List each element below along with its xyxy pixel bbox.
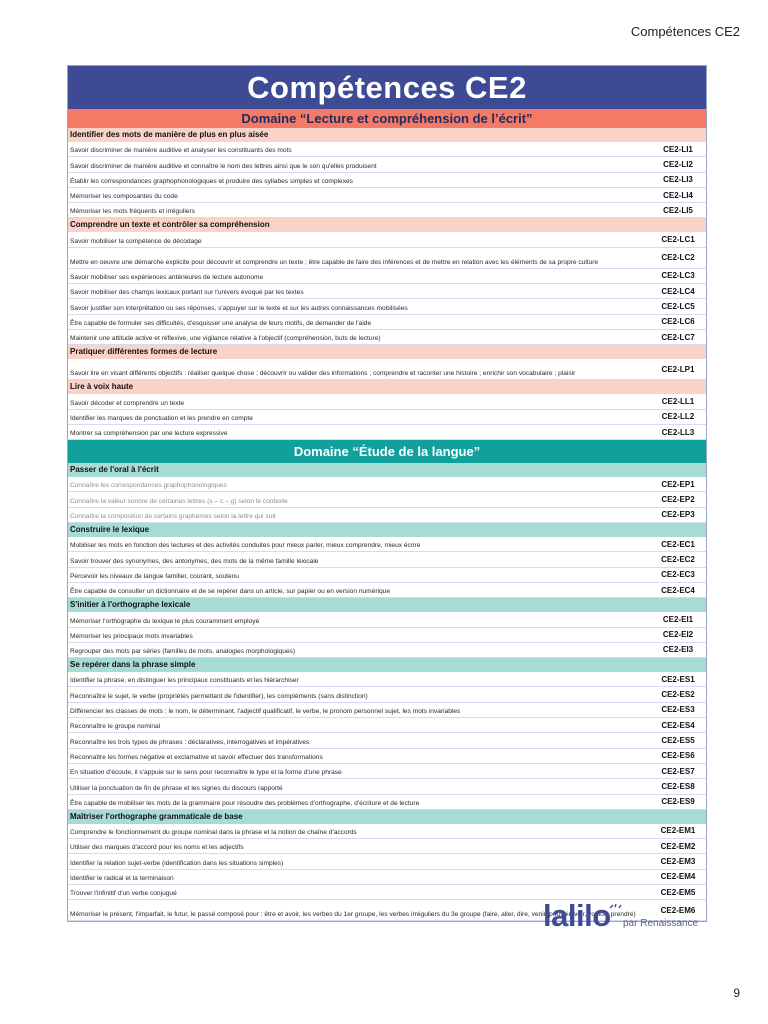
competence-text: Identifier la relation sujet-verbe (identification dans les situations simples): [70, 859, 284, 867]
table-row: [68, 779, 706, 794]
table-row: [68, 173, 706, 188]
competence-text: Savoir discriminer de manière auditive et connaître le nom des lettres ainsi que le son qu'elles produisent: [70, 162, 377, 170]
competence-text: Connaître la valeur sonore de certaines lettres (s – c – g) selon le contexte: [70, 497, 288, 505]
competence-text: Regrouper des mots par séries (familles de mots, analogies morphologiques): [70, 648, 296, 656]
competence-code: CE2-LL3: [661, 427, 695, 437]
table-row: [68, 764, 706, 779]
table-row: [68, 492, 706, 507]
competence-text: Savoir mobiliser des champs lexicaux portant sur l'univers évoqué par les textes: [70, 289, 304, 297]
lalilo-logo: [543, 898, 703, 938]
competence-code: CE2-EM5: [660, 887, 696, 897]
table-row: [68, 359, 706, 380]
competence-text: Identifier les marques de ponctuation et les prendre en compte: [70, 414, 253, 422]
competence-code: CE2-EC2: [661, 554, 695, 564]
competence-text: Savoir discriminer de manière auditive et analyser les constituants des mots: [70, 147, 292, 155]
table-row: [68, 795, 706, 810]
table-row: [68, 284, 706, 299]
table-row: [68, 824, 706, 839]
table-row: [68, 733, 706, 748]
table-row: [68, 299, 706, 314]
table-row: [68, 269, 706, 284]
sheet-title: Compétences CE2: [68, 66, 706, 109]
table-row: [68, 394, 706, 409]
competence-text: En situation d'écoute, il s'appuie sur le sens pour reconnaître le type et la forme d'une phrase: [70, 769, 342, 777]
table-row: [68, 537, 706, 552]
competence-code: CE2-LL2: [661, 412, 695, 422]
competence-code: CE2-ES7: [661, 766, 695, 776]
competence-text: Différencier les classes de mots : le nom, le déterminant, l'adjectif qualificatif, le verbe, le pronom personnel sujet, les mots invariables: [70, 708, 461, 716]
table-row: [68, 749, 706, 764]
competence-text: Maintenir une attitude active et réflexive, une vigilance relative à l'objectif (compréhension, buts de lecture): [70, 335, 381, 343]
competence-code: CE2-ES3: [661, 705, 695, 715]
competence-text: Connaître les correspondances graphophonologiques: [70, 482, 227, 490]
competence-text: Reconnaître le groupe nominal: [70, 723, 161, 731]
competence-code: CE2-EM6: [660, 905, 696, 915]
competence-code: CE2-EM2: [660, 841, 696, 851]
competence-code: CE2-LI1: [663, 144, 693, 154]
table-row: [68, 410, 706, 425]
competence-code: CE2-EP2: [661, 495, 695, 505]
table-row: [68, 232, 706, 247]
competence-code: CE2-EM1: [660, 826, 696, 836]
table-row: [68, 477, 706, 492]
competence-text: Reconnaître les formes négative et exclamative et savoir effectuer des transformations: [70, 753, 323, 761]
competence-code: CE2-LI4: [663, 190, 693, 200]
logo-brand: lalilo: [543, 898, 611, 933]
competence-text: Utiliser la ponctuation de fin de phrase et les signes du discours rapporté: [70, 784, 283, 792]
competence-text: Utiliser des marques d'accord pour les noms et les adjectifs: [70, 844, 244, 852]
section-header: Se repérer dans la phrase simple: [68, 658, 706, 672]
competence-code: CE2-EI1: [662, 614, 694, 624]
table-row: [68, 854, 706, 869]
competence-text: Montrer sa compréhension par une lecture expressive: [70, 430, 228, 438]
competence-code: CE2-LC3: [661, 271, 695, 281]
section-header: Passer de l'oral à l'écrit: [68, 463, 706, 477]
competence-text: Identifier la phrase, en distinguer les principaux constituants et les hiérarchiser: [70, 677, 299, 685]
section-header: S'initier à l'orthographe lexicale: [68, 598, 706, 612]
competence-text: Reconnaître le sujet, le verbe (propriétés permettant de l'identifier), les compléments (sans distinction): [70, 692, 368, 700]
competence-text: Savoir justifier son interprétation ou ses réponses, s'appuyer sur le texte et sur les autres connaissances mobilisées: [70, 304, 408, 312]
competence-code: CE2-LC4: [661, 286, 695, 296]
competence-text: Reconnaître les trois types de phrases : déclaratives, interrogatives et impératives: [70, 738, 310, 746]
table-row: [68, 643, 706, 658]
table-row: [68, 628, 706, 643]
competence-code: CE2-LC2: [661, 253, 695, 263]
section-header: Comprendre un texte et contrôler sa compréhension: [68, 218, 706, 232]
competence-text: Savoir mobiliser ses expériences antérieures de lecture autonome: [70, 274, 264, 282]
competence-text: Mémoriser les composantes du code: [70, 193, 178, 201]
competence-code: CE2-LI2: [663, 159, 693, 169]
competence-code: CE2-ES5: [661, 735, 695, 745]
page-header-title: Compétences CE2: [630, 24, 740, 39]
competence-text: Établir les correspondances graphophonologiques et produire des syllabes simples et complexes: [70, 177, 353, 185]
table-row: [68, 870, 706, 885]
table-row: [68, 425, 706, 440]
competence-text: Être capable de consulter un dictionnaire et de se repérer dans un article, sur papier ou en version numérique: [70, 588, 390, 596]
section-header: Identifier des mots de manière de plus en plus aisée: [68, 128, 706, 142]
table-row: [68, 508, 706, 523]
competence-code: CE2-LI5: [663, 205, 693, 215]
competence-code: CE2-LP1: [661, 364, 695, 374]
table-row: [68, 157, 706, 172]
competences-table: [67, 65, 707, 922]
page-number: 9: [733, 986, 740, 1000]
competence-code: CE2-LL1: [661, 396, 695, 406]
table-row: [68, 687, 706, 702]
competence-code: CE2-EC4: [661, 585, 695, 595]
competence-code: CE2-EI2: [662, 630, 694, 640]
competence-text: Connaître la composition de certains graphèmes selon la lettre qui suit: [70, 513, 276, 521]
competence-code: CE2-ES4: [661, 720, 695, 730]
competence-code: CE2-ES2: [661, 690, 695, 700]
competence-text: Trouver l'infinitif d'un verbe conjugué: [70, 890, 177, 898]
logo-tagline: par Renaissance: [623, 918, 699, 929]
competence-code: CE2-ES9: [661, 797, 695, 807]
competence-text: Savoir décoder et comprendre un texte: [70, 399, 184, 407]
competence-text: Mettre en oeuvre une démarche explicite pour découvrir et comprendre un texte ; être capable de faire des inférences et de mettre en relation avec les éléments de sa propre culture: [70, 258, 599, 266]
competence-code: CE2-EC3: [661, 570, 695, 580]
section-header: Lire à voix haute: [68, 380, 706, 394]
table-row: [68, 718, 706, 733]
domain-header: Domaine “Lecture et compréhension de l’écrit”: [68, 109, 706, 128]
competence-text: Mémoriser les principaux mots invariables: [70, 632, 193, 640]
competence-text: Comprendre le fonctionnement du groupe nominal dans la phrase et la notion de chaîne d'accords: [70, 829, 357, 837]
table-row: [68, 142, 706, 157]
competence-text: Être capable de formuler ses difficultés, d'esquisser une analyse de leurs motifs, de demander de l'aide: [70, 319, 372, 327]
table-row: [68, 315, 706, 330]
competence-code: CE2-EM3: [660, 857, 696, 867]
table-row: [68, 188, 706, 203]
competence-code: CE2-LC5: [661, 302, 695, 312]
table-row: [68, 248, 706, 269]
table-row: [68, 583, 706, 598]
competence-text: Savoir lire en visant différents objectifs : réaliser quelque chose ; découvrir ou valider des informations ; comprendre et raconter une histoire ; enrichir son vocabulaire ; plaisir: [70, 370, 576, 378]
section-header: Pratiquer différentes formes de lecture: [68, 345, 706, 359]
table-row: [68, 552, 706, 567]
table-row: [68, 568, 706, 583]
competence-code: CE2-EP3: [661, 510, 695, 520]
competence-text: Savoir trouver des synonymes, des antonymes, des mots de la même famille lexicale: [70, 557, 319, 565]
competence-text: Identifier le radical et la terminaison: [70, 874, 174, 882]
competence-text: Mémoriser le présent, l'imparfait, le futur, le passé composé pour : être et avoir, les verbes du 1er groupe, les verbes irréguliers du 3e groupe (faire, aller, dire, venir, pouvoir, voir, vouloir, prendre): [70, 911, 636, 919]
competence-text: Savoir mobiliser la compétence de décodage: [70, 237, 202, 245]
domain-header: Domaine “Étude de la langue”: [68, 440, 706, 463]
competence-code: CE2-LC7: [661, 332, 695, 342]
competence-code: CE2-EP1: [661, 479, 695, 489]
section-header: Construire le lexique: [68, 523, 706, 537]
competence-text: Être capable de mobiliser les mots de la grammaire pour résoudre des problèmes d'orthographe, d'écriture et de lecture: [70, 799, 420, 807]
competence-code: CE2-ES8: [661, 781, 695, 791]
competence-text: Percevoir les niveaux de langue familier, courant, soutenu: [70, 572, 239, 580]
table-row: [68, 203, 706, 218]
table-row: [68, 672, 706, 687]
competence-code: CE2-EM4: [660, 872, 696, 882]
competence-code: CE2-EC1: [661, 539, 695, 549]
competence-code: CE2-LI3: [663, 175, 693, 185]
logo-eye-icon: [606, 904, 624, 924]
table-row: [68, 330, 706, 345]
table-row: [68, 839, 706, 854]
table-row: [68, 703, 706, 718]
competence-text: Mémoriser l'orthographe du lexique le plus couramment employé: [70, 617, 260, 625]
competence-text: Mobiliser les mots en fonction des lectures et des activités conduites pour mieux parler, mieux comprendre, mieux écrire: [70, 542, 421, 550]
table-row: [68, 612, 706, 627]
competence-code: CE2-EI3: [662, 645, 694, 655]
competence-code: CE2-ES6: [661, 751, 695, 761]
competence-code: CE2-LC1: [661, 235, 695, 245]
competence-text: Mémoriser les mots fréquents et irréguliers: [70, 208, 195, 216]
competence-code: CE2-ES1: [661, 674, 695, 684]
competence-code: CE2-LC6: [661, 317, 695, 327]
section-header: Maîtriser l'orthographe grammaticale de base: [68, 810, 706, 824]
